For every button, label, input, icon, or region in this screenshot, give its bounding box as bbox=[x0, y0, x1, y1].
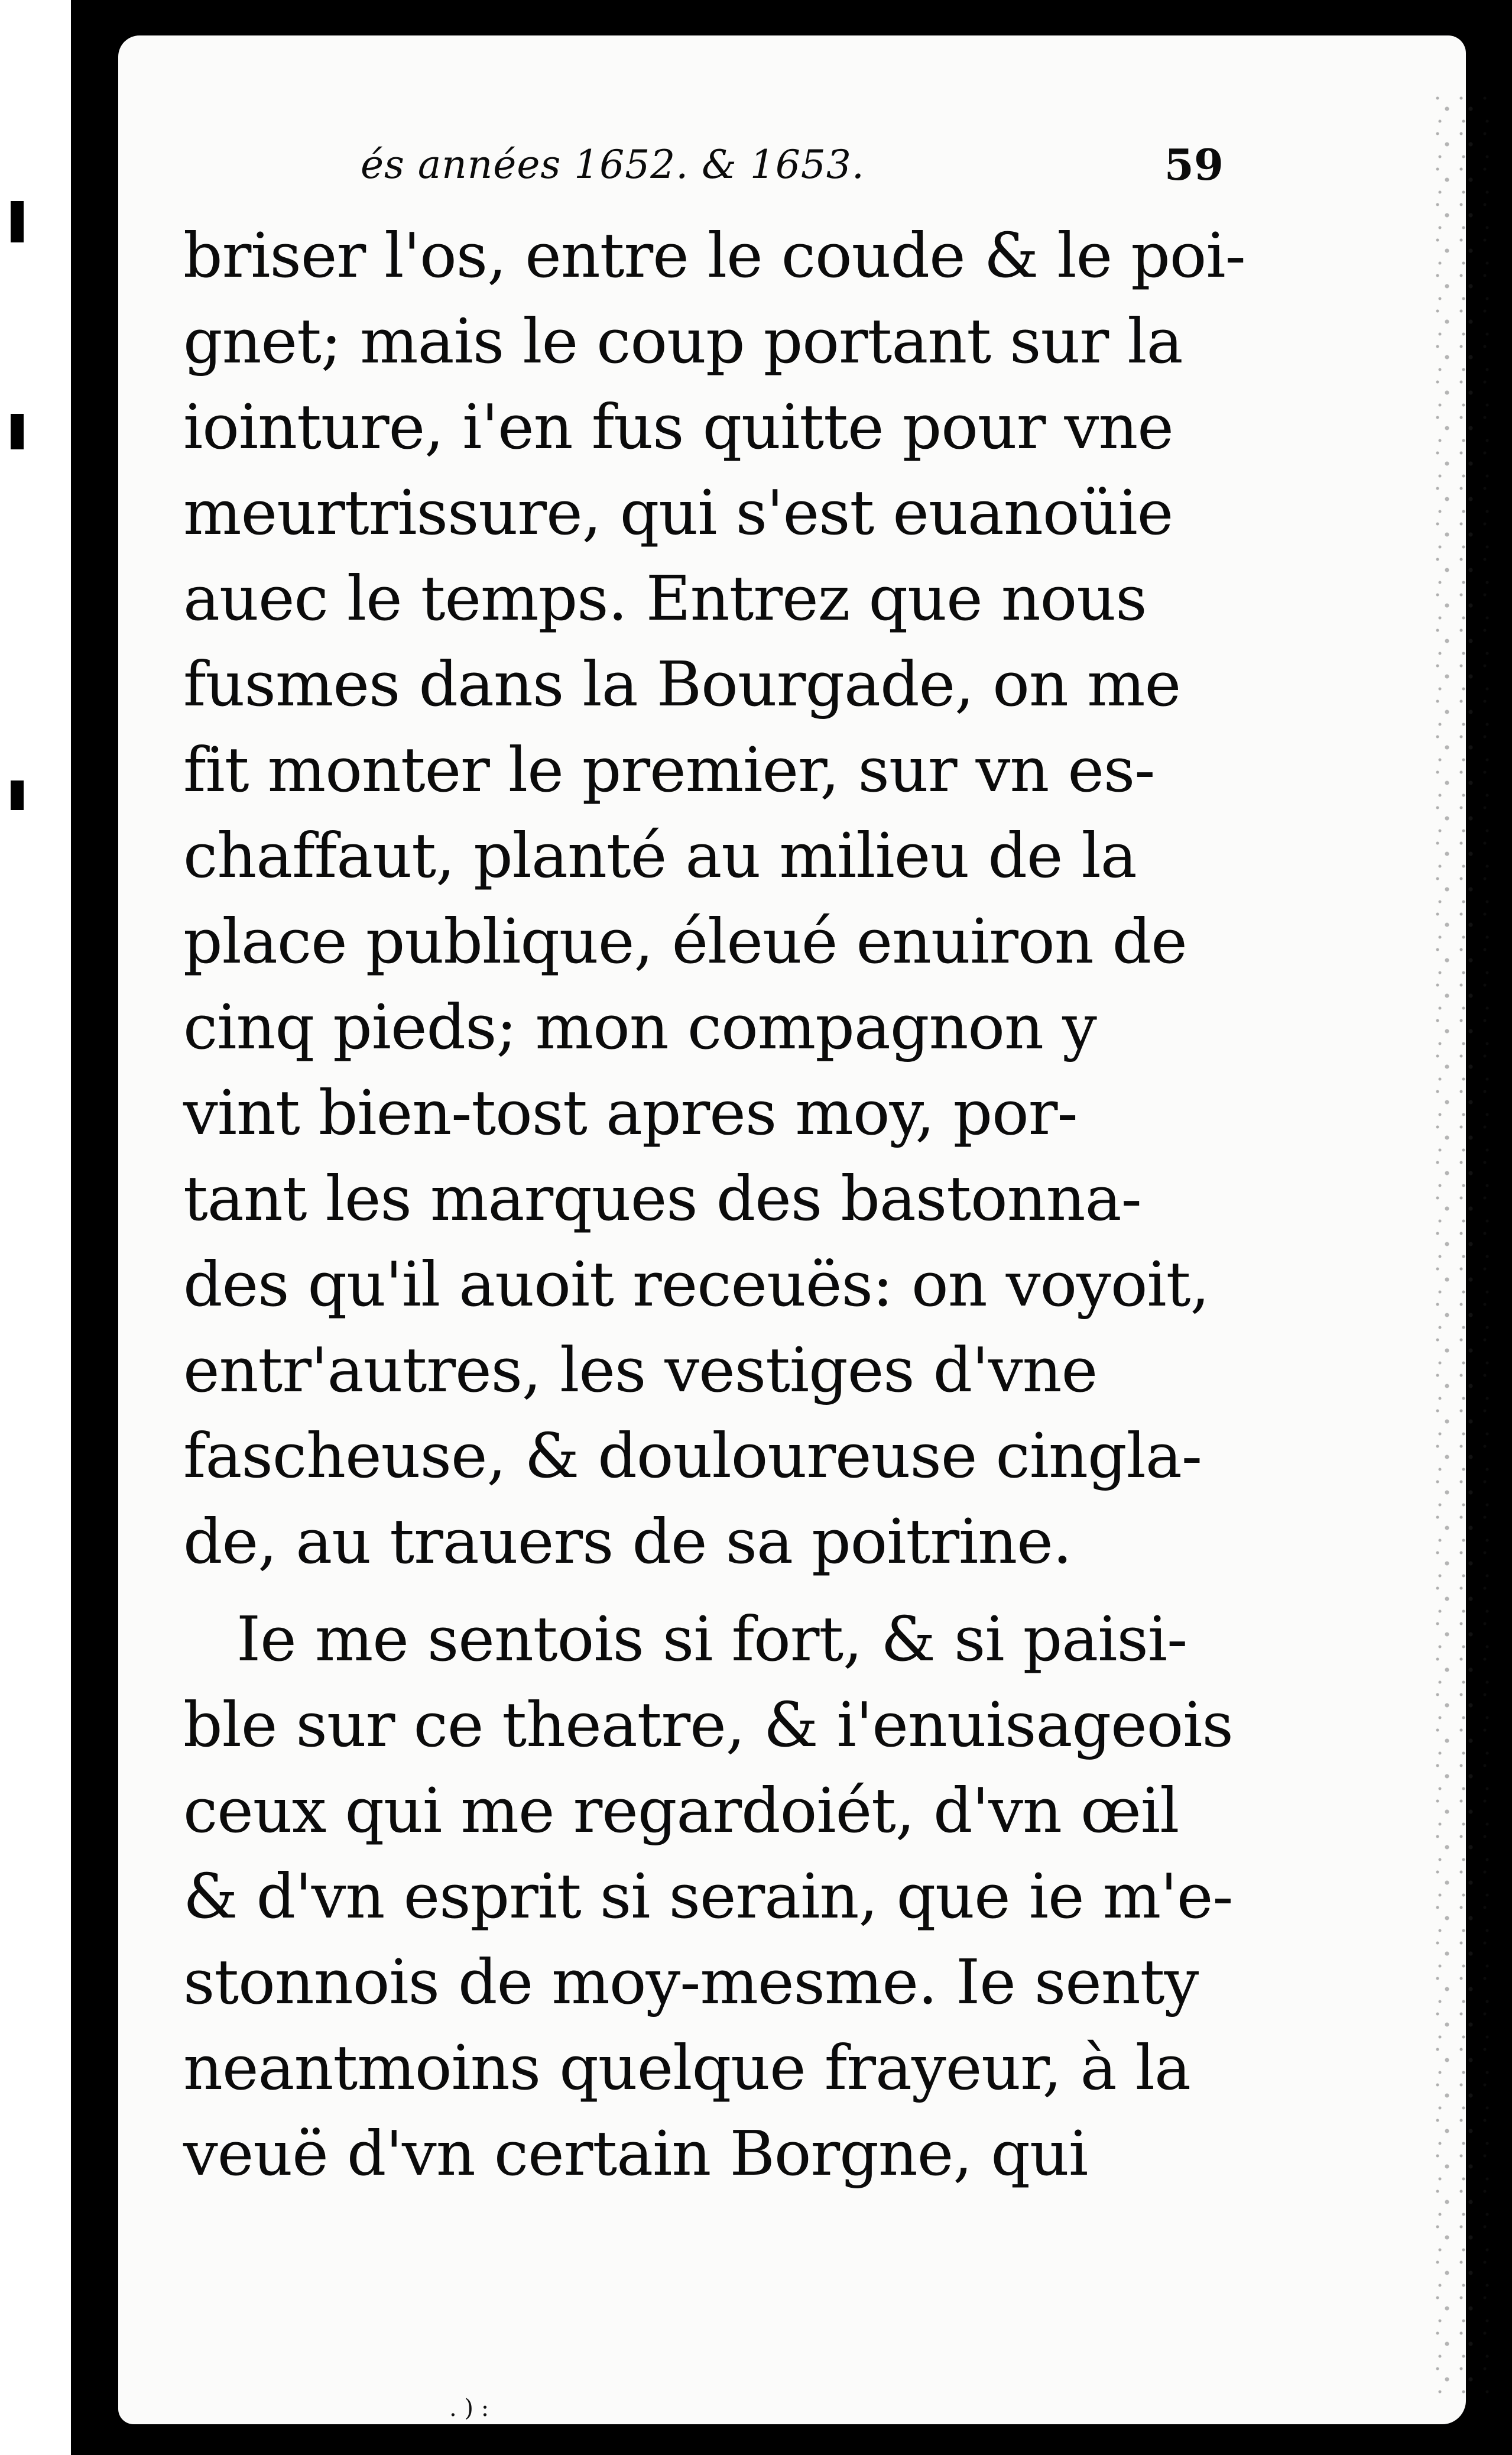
page-text-block bbox=[183, 124, 1245, 2197]
footer-mark: . ) : bbox=[449, 2395, 489, 2422]
text-line: stonnois de moy-mesme. Ie senty bbox=[183, 1946, 1199, 2018]
gutter-shadow bbox=[71, 0, 118, 2455]
paragraph-1 bbox=[183, 213, 1245, 1585]
paragraph-gap bbox=[183, 1585, 1200, 1596]
text-line: iointure, i'en fus quitte pour vne bbox=[183, 391, 1173, 463]
page-number: 59 bbox=[1164, 140, 1224, 190]
facing-page-margin bbox=[0, 0, 71, 2455]
text-line: veuë d'vn certain Borgne, qui bbox=[183, 2117, 1088, 2190]
text-line: gnet; mais le coup portant sur la bbox=[183, 305, 1183, 377]
text-line: tant les marques des bastonna- bbox=[183, 1162, 1141, 1235]
text-line: neantmoins quelque frayeur, à la bbox=[183, 2032, 1190, 2104]
running-head bbox=[183, 124, 1224, 213]
running-head-title: és années 1652. & 1653. bbox=[361, 142, 865, 187]
text-line: ble sur ce theatre, & i'enuisageois bbox=[183, 1689, 1233, 1761]
text-line: & d'vn esprit si serain, que ie m'e- bbox=[183, 1860, 1233, 1932]
text-line: de, au trauers de sa poitrine. bbox=[183, 1505, 1072, 1578]
text-line: fusmes dans la Bourgade, on me bbox=[183, 648, 1181, 720]
text-line: des qu'il auoit receuës: on voyoit, bbox=[183, 1248, 1209, 1320]
text-line: entr'autres, les vestiges d'vne bbox=[183, 1334, 1098, 1406]
text-line: chaffaut, planté au milieu de la bbox=[183, 820, 1137, 892]
text-line: cinq pieds; mon compagnon y bbox=[183, 991, 1096, 1063]
text-line: vint bien-tost apres moy, por- bbox=[183, 1077, 1078, 1149]
text-line: meurtrissure, qui s'est euanoüie bbox=[183, 477, 1173, 549]
page-edge-noise bbox=[1430, 95, 1490, 2401]
bleed-mark bbox=[11, 414, 24, 449]
text-line: fit monter le premier, sur vn es- bbox=[183, 734, 1155, 806]
text-line: auec le temps. Entrez que nous bbox=[183, 562, 1147, 634]
text-line: briser l'os, entre le coude & le poi- bbox=[183, 219, 1245, 292]
text-line: place publique, éleué enuiron de bbox=[183, 905, 1187, 977]
text-line: ceux qui me regardoiét, d'vn œil bbox=[183, 1774, 1179, 1847]
bleed-mark bbox=[11, 780, 24, 810]
bleed-mark bbox=[11, 201, 24, 242]
text-line: fascheuse, & douloureuse cingla- bbox=[183, 1420, 1202, 1492]
paragraph-2 bbox=[183, 1596, 1233, 2197]
text-line: Ie me sentois si fort, & si paisi- bbox=[236, 1603, 1187, 1675]
